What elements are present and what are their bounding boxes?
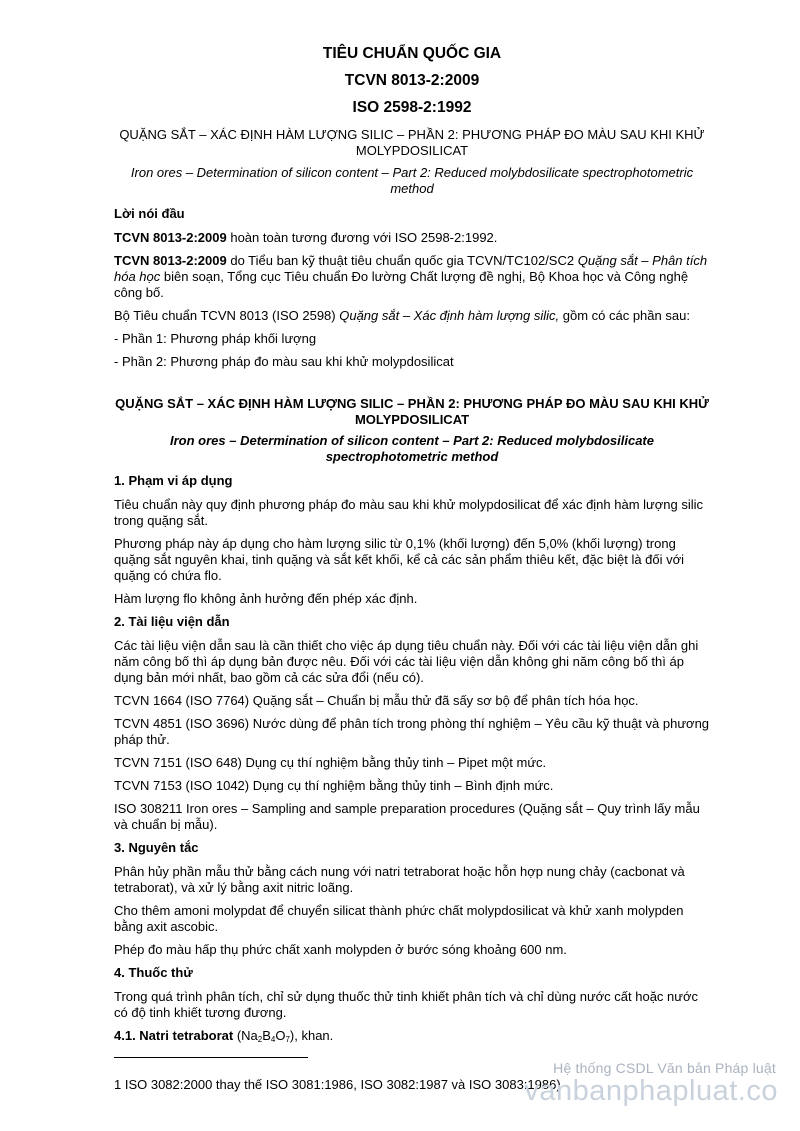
section-1-heading: 1. Phạm vi áp dụng: [114, 473, 233, 488]
normative-reference: TCVN 7153 (ISO 1042) Dụng cụ thí nghiệm bằng thủy tinh – Bình định mức.: [114, 778, 554, 793]
foreword-list-item: - Phần 1: Phương pháp khối lượng: [114, 331, 317, 346]
section-3-heading: 3. Nguyên tắc: [114, 840, 199, 855]
foreword-list-item: - Phần 2: Phương pháp đo màu sau khi khử molypdosilicat: [114, 354, 454, 369]
foreword-paragraph-3: Bộ Tiêu chuẩn TCVN 8013 (ISO 2598) Quặng sắt – Xác định hàm lượng silic, gồm có các phần sau:: [114, 308, 690, 323]
section-1-paragraph: Hàm lượng flo không ảnh hưởng đến phép xác định.: [114, 591, 418, 606]
doc-subtitle-en: Iron ores – Determination of silicon content – Part 2: Reduced molybdosilicate spectrophotometric method: [130, 165, 694, 196]
normative-reference: TCVN 1664 (ISO 7764) Quặng sắt – Chuẩn bị mẫu thử đã sấy sơ bộ để phân tích hóa học.: [114, 693, 639, 708]
section-1-paragraph: Phương pháp này áp dụng cho hàm lượng silic từ 0,1% (khối lượng) đến 5,0% (khối lượng) trong quặng sắt nguyên khai, tinh quặng và sắt kết khối, kể cả các sản phẩm thiêu kết, đặc biệt là đối với quặng có chứa flo.: [114, 536, 685, 583]
watermark-site: vanbanphapluat.co: [524, 1075, 778, 1107]
section-4-heading: 4. Thuốc thử: [114, 965, 193, 980]
normative-reference: ISO 308211 Iron ores – Sampling and sample preparation procedures (Quặng sắt – Quy trình lấy mẫu và chuẩn bị mẫu).: [114, 801, 700, 832]
doc-title-iso-code: ISO 2598-2:1992: [352, 99, 472, 116]
section-3-paragraph: Cho thêm amoni molypdat để chuyển silicat thành phức chất molypdosilicat và khử xanh molypden bằng axit ascobic.: [114, 903, 684, 934]
section-3-paragraph: Phân hủy phần mẫu thử bằng cách nung với natri tetraborat hoặc hỗn hợp nung chảy (cacbonat và tetraborat), và xử lý bằng axit nitric loãng.: [114, 864, 685, 895]
foreword-paragraph-1: TCVN 8013-2:2009 hoàn toàn tương đương với ISO 2598-2:1992.: [114, 230, 498, 245]
normative-reference: TCVN 7151 (ISO 648) Dụng cụ thí nghiệm bằng thủy tinh – Pipet một mức.: [114, 755, 547, 770]
foreword-heading: Lời nói đầu: [114, 206, 185, 221]
doc-subtitle-vi: QUẶNG SẮT – XÁC ĐỊNH HÀM LƯỢNG SILIC – PHẦN 2: PHƯƠNG PHÁP ĐO MÀU SAU KHI KHỬ MOLYPDOSILICAT: [119, 127, 705, 158]
footnote: 1 ISO 3082:2000 thay thế ISO 3081:1986, ISO 3082:1987 và ISO 3083:1986): [114, 1077, 561, 1092]
foreword-paragraph-2: TCVN 8013-2:2009 do Tiểu ban kỹ thuật tiêu chuẩn quốc gia TCVN/TC102/SC2 Quặng sắt – Phân tích hóa học biên soạn, Tổng cục Tiêu chuẩn Đo lường Chất lượng đề nghị, Bộ Khoa học và Công nghệ công bố.: [114, 253, 708, 300]
reagent-item-4-1: 4.1. Natri tetraborat $(Na_2B_4O_7)$, khan.: [114, 1028, 334, 1044]
doc-title-national-standard: TIÊU CHUẨN QUỐC GIA: [322, 45, 502, 62]
section-1-paragraph: Tiêu chuẩn này quy định phương pháp đo màu sau khi khử molypdosilicat để xác định hàm lượng silic trong quặng sắt.: [114, 497, 704, 528]
document-page: [114, 44, 710, 1051]
section-4-paragraph: Trong quá trình phân tích, chỉ sử dụng thuốc thử tinh khiết phân tích và chỉ dùng nước cất hoặc nước có độ tinh khiết tương đương.: [114, 989, 698, 1020]
section-2-heading: 2. Tài liệu viện dẫn: [114, 614, 230, 629]
watermark-caption: Hệ thống CSDL Văn bản Pháp luật: [553, 1060, 776, 1076]
body-title-en: Iron ores – Determination of silicon content – Part 2: Reduced molybdosilicate spectrophotometric method: [170, 433, 654, 464]
doc-title-tcvn-code: TCVN 8013-2:2009: [344, 72, 480, 89]
body-title-vi: QUẶNG SẮT – XÁC ĐỊNH HÀM LƯỢNG SILIC – PHẦN 2: PHƯƠNG PHÁP ĐO MÀU SAU KHI KHỬ MOLYPDOSILICAT: [115, 396, 709, 427]
section-3-paragraph: Phép đo màu hấp thụ phức chất xanh molypden ở bước sóng khoảng 600 nm.: [114, 942, 567, 957]
normative-reference: TCVN 4851 (ISO 3696) Nước dùng để phân tích trong phòng thí nghiệm – Yêu cầu kỹ thuật và phương pháp thử.: [114, 716, 710, 747]
section-2-paragraph: Các tài liệu viện dẫn sau là cần thiết cho việc áp dụng tiêu chuẩn này. Đối với các tài liệu viện dẫn ghi năm công bố thì áp dụng bản được nêu. Đối với các tài liệu viện dẫn không ghi năm công bố thì áp dụng bản mới nhất, bao gồm cả các sửa đổi (nếu có).: [114, 638, 699, 685]
footnote-divider: [114, 1057, 308, 1058]
